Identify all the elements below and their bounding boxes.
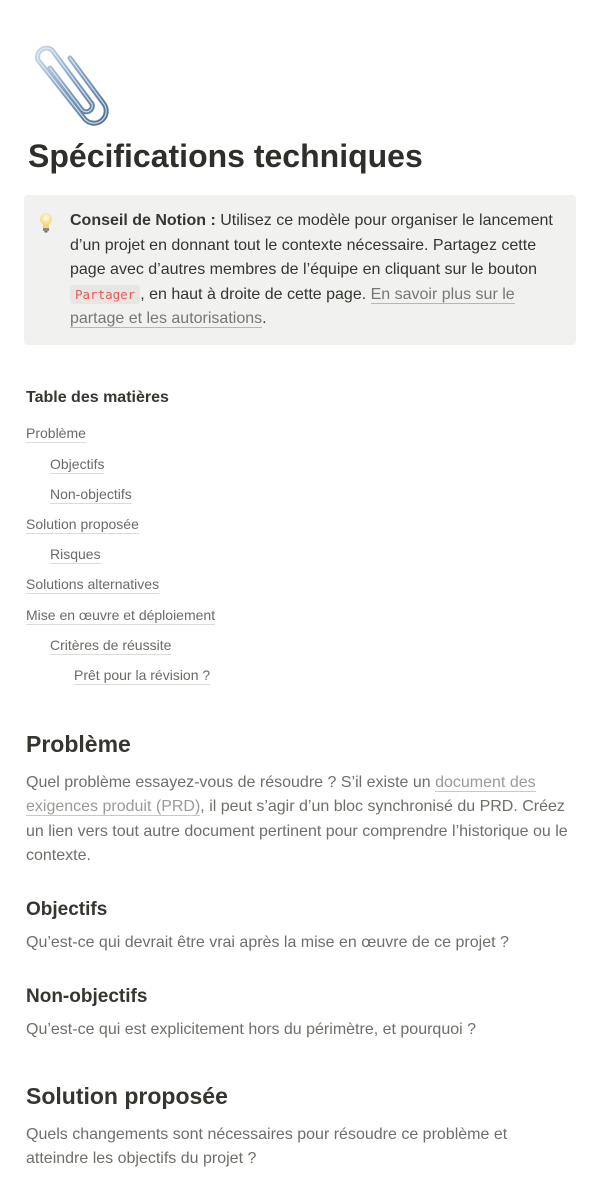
prd-link[interactable]: document des exigences produit (PRD) <box>26 774 536 816</box>
paragraph-solution-proposee[interactable]: Quels changements sont nécessaires pour résoudre ce problème et atteindre les objectifs du projet ? <box>26 1126 508 1168</box>
paragraph-text: Quel problème essayez-vous de résoudre ? S’il existe un <box>26 774 436 791</box>
toc-item-non-objectifs[interactable]: Non-objectifs <box>50 486 132 502</box>
toc-title: Table des matières <box>26 389 169 406</box>
toc-item-probleme[interactable]: Problème <box>26 425 86 441</box>
lightbulb-icon <box>38 212 54 234</box>
paragraph-non-objectifs[interactable]: Qu’est-ce qui est explicitement hors du périmètre, et pourquoi ? <box>26 1021 477 1038</box>
paragraph-probleme[interactable] <box>26 771 576 868</box>
paperclip-icon[interactable] <box>26 42 118 134</box>
toc-item-pret-revision[interactable]: Prêt pour la révision ? <box>74 667 211 683</box>
heading-solution-proposee[interactable]: Solution proposée <box>26 1083 228 1109</box>
toc-item-solution-proposee[interactable]: Solution proposée <box>26 516 139 532</box>
heading-probleme[interactable]: Problème <box>26 731 131 757</box>
heading-objectifs[interactable]: Objectifs <box>26 899 108 920</box>
heading-non-objectifs[interactable]: Non-objectifs <box>26 986 148 1007</box>
paragraph-objectifs[interactable]: Qu’est-ce qui devrait être vrai après la mise en œuvre de ce projet ? <box>26 934 509 951</box>
toc-item-mise-en-oeuvre[interactable]: Mise en œuvre et déploiement <box>26 607 216 623</box>
inline-code-partager: Partager <box>70 285 140 304</box>
callout-bold-prefix: Conseil de Notion : <box>70 212 216 229</box>
toc-item-objectifs[interactable]: Objectifs <box>50 456 105 472</box>
callout-block <box>24 195 576 345</box>
callout-text-part: . <box>262 310 267 327</box>
toc-item-criteres-reussite[interactable]: Critères de réussite <box>50 637 172 653</box>
callout-text-part: , en haut à droite de cette page. <box>140 285 371 303</box>
callout-text-part: Utilisez ce modèle pour organiser le lancement d’un projet en donnant tout le contexte nécessaire. Partagez cette page avec d’autres membres de l’équipe en cliquant sur le bouton <box>70 212 553 278</box>
callout-text <box>70 209 570 332</box>
page-title[interactable]: Spécifications techniques <box>28 138 423 174</box>
share-permissions-link[interactable]: En savoir plus sur le partage et les autorisations <box>70 285 515 327</box>
toc-item-risques[interactable]: Risques <box>50 546 101 562</box>
toc-item-solutions-alternatives[interactable]: Solutions alternatives <box>26 576 160 592</box>
paragraph-text: , il peut s’agir d’un bloc synchronisé du PRD. Créez un lien vers tout autre document pertinent pour comprendre l’historique ou le contexte. <box>26 798 568 864</box>
